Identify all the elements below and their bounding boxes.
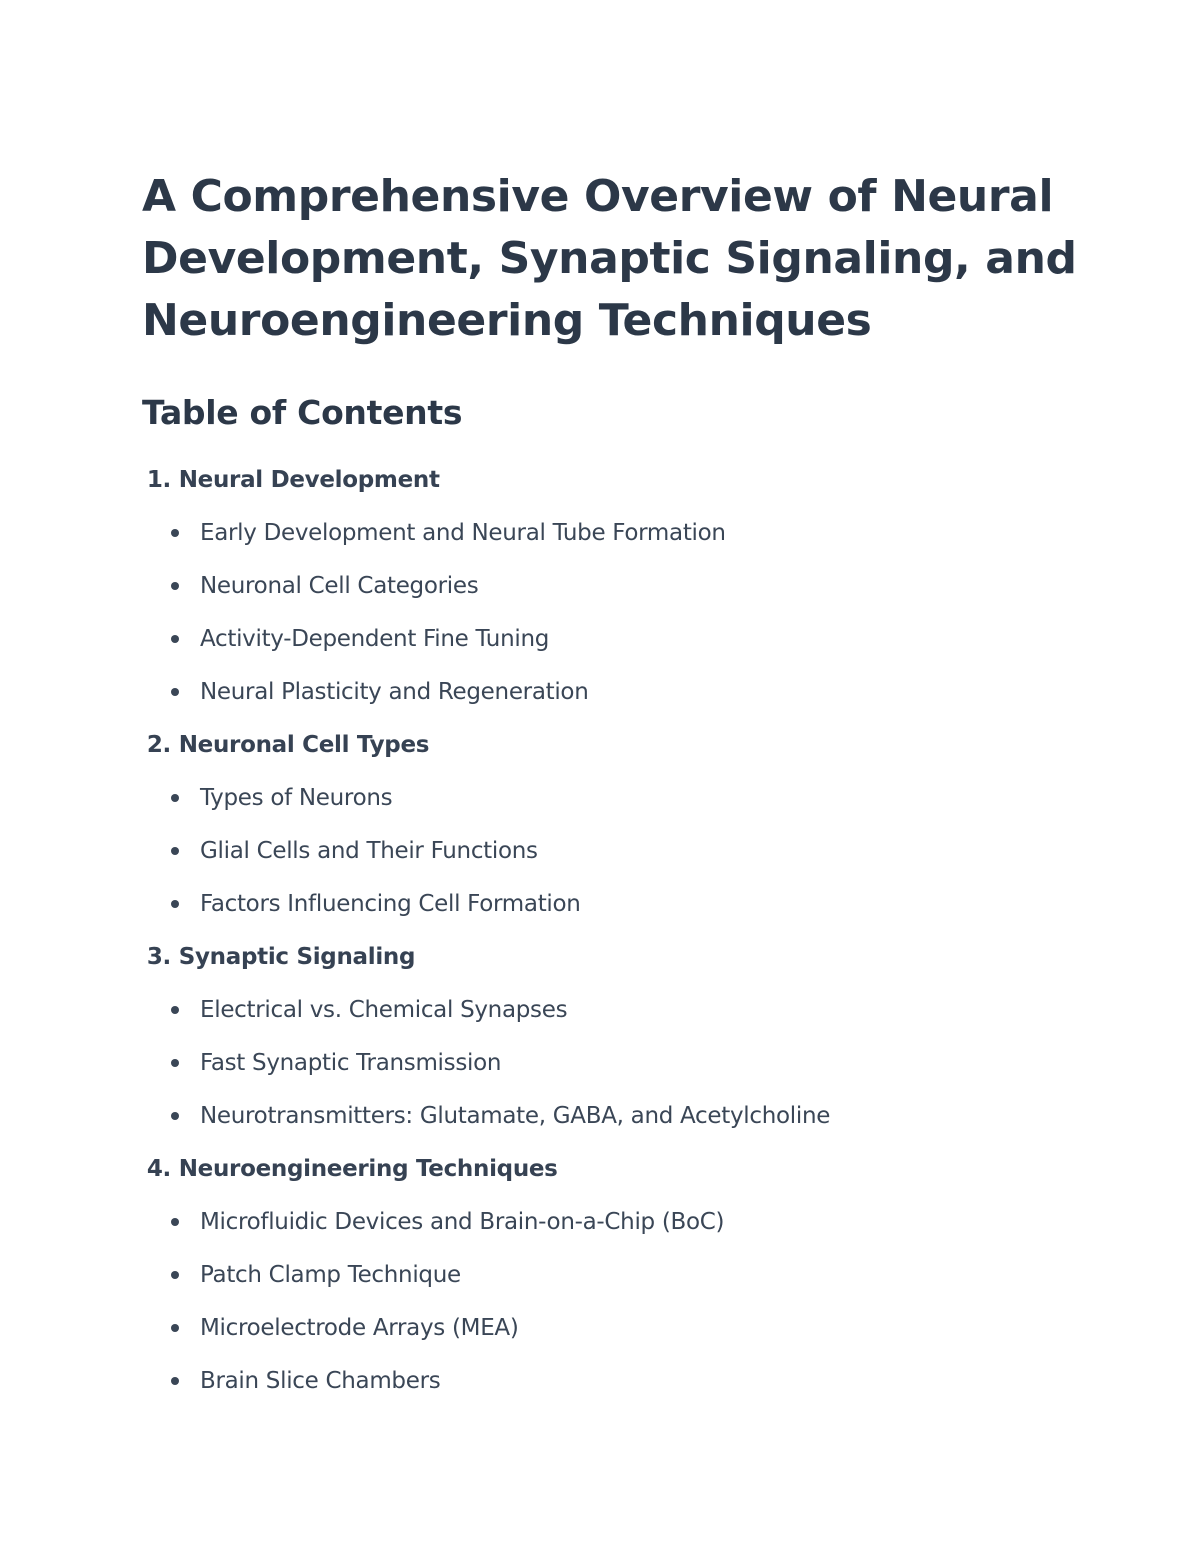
toc-section-number: 2.	[146, 732, 171, 758]
toc-subsection-item[interactable]	[142, 1355, 1092, 1408]
toc-subsection-label: Fast Synaptic Transmission	[200, 1050, 502, 1076]
toc-section-heading[interactable]	[142, 719, 1092, 772]
toc-subsection-item[interactable]	[142, 1037, 1092, 1090]
bullet-icon	[171, 529, 179, 537]
toc-subsection-item[interactable]	[142, 825, 1092, 878]
toc-section-number: 1.	[146, 467, 171, 493]
toc-subsection-list	[142, 507, 1092, 719]
toc-subsection-list	[142, 1196, 1092, 1408]
toc-subsection-item[interactable]	[142, 878, 1092, 931]
toc-subsection-item[interactable]	[142, 613, 1092, 666]
toc-subsection-item[interactable]	[142, 666, 1092, 719]
bullet-icon	[171, 635, 179, 643]
bullet-icon	[171, 1324, 179, 1332]
toc-subsection-item[interactable]	[142, 772, 1092, 825]
document-title: A Comprehensive Overview of Neural Development, Synaptic Signaling, and Neuroengineering Techniques	[142, 171, 1077, 346]
table-of-contents	[142, 454, 1092, 1408]
toc-subsection-label: Early Development and Neural Tube Formation	[200, 520, 726, 546]
toc-section	[142, 931, 1092, 1143]
toc-subsection-item[interactable]	[142, 1249, 1092, 1302]
toc-section-heading[interactable]	[142, 931, 1092, 984]
bullet-icon	[171, 1059, 179, 1067]
toc-subsection-item[interactable]	[142, 1302, 1092, 1355]
toc-subsection-label: Neuronal Cell Categories	[200, 573, 479, 599]
toc-section-number: 3.	[146, 944, 171, 970]
bullet-icon	[171, 900, 179, 908]
toc-section-title: Neuronal Cell Types	[178, 732, 430, 758]
toc-subsection-label: Activity-Dependent Fine Tuning	[200, 626, 550, 652]
toc-subsection-label: Electrical vs. Chemical Synapses	[200, 997, 568, 1023]
toc-heading: Table of Contents	[142, 393, 463, 432]
toc-subsection-label: Types of Neurons	[200, 785, 393, 811]
toc-subsection-item[interactable]	[142, 1196, 1092, 1249]
toc-section	[142, 1143, 1092, 1408]
bullet-icon	[171, 1271, 179, 1279]
toc-section	[142, 454, 1092, 719]
toc-subsection-list	[142, 772, 1092, 931]
bullet-icon	[171, 1218, 179, 1226]
document-page	[142, 166, 1092, 1408]
toc-section-title: Neural Development	[178, 467, 440, 493]
toc-subsection-label: Glial Cells and Their Functions	[200, 838, 538, 864]
bullet-icon	[171, 1112, 179, 1120]
toc-subsection-label: Neural Plasticity and Regeneration	[200, 679, 589, 705]
bullet-icon	[171, 794, 179, 802]
toc-subsection-label: Factors Influencing Cell Formation	[200, 891, 581, 917]
toc-section-number: 4.	[146, 1156, 171, 1182]
toc-section	[142, 719, 1092, 931]
bullet-icon	[171, 847, 179, 855]
toc-subsection-item[interactable]	[142, 1090, 1092, 1143]
bullet-icon	[171, 688, 179, 696]
toc-subsection-label: Neurotransmitters: Glutamate, GABA, and Acetylcholine	[200, 1103, 831, 1129]
toc-subsection-item[interactable]	[142, 560, 1092, 613]
toc-subsection-label: Patch Clamp Technique	[200, 1262, 461, 1288]
toc-subsection-label: Brain Slice Chambers	[200, 1368, 441, 1394]
bullet-icon	[171, 1006, 179, 1014]
toc-subsection-list	[142, 984, 1092, 1143]
toc-subsection-label: Microelectrode Arrays (MEA)	[200, 1315, 519, 1341]
toc-section-heading[interactable]	[142, 454, 1092, 507]
bullet-icon	[171, 582, 179, 590]
toc-subsection-label: Microfluidic Devices and Brain-on-a-Chip (BoC)	[200, 1209, 725, 1235]
toc-subsection-item[interactable]	[142, 507, 1092, 560]
toc-subsection-item[interactable]	[142, 984, 1092, 1037]
toc-section-heading[interactable]	[142, 1143, 1092, 1196]
bullet-icon	[171, 1377, 179, 1385]
toc-section-title: Neuroengineering Techniques	[178, 1156, 558, 1182]
toc-section-title: Synaptic Signaling	[178, 944, 416, 970]
